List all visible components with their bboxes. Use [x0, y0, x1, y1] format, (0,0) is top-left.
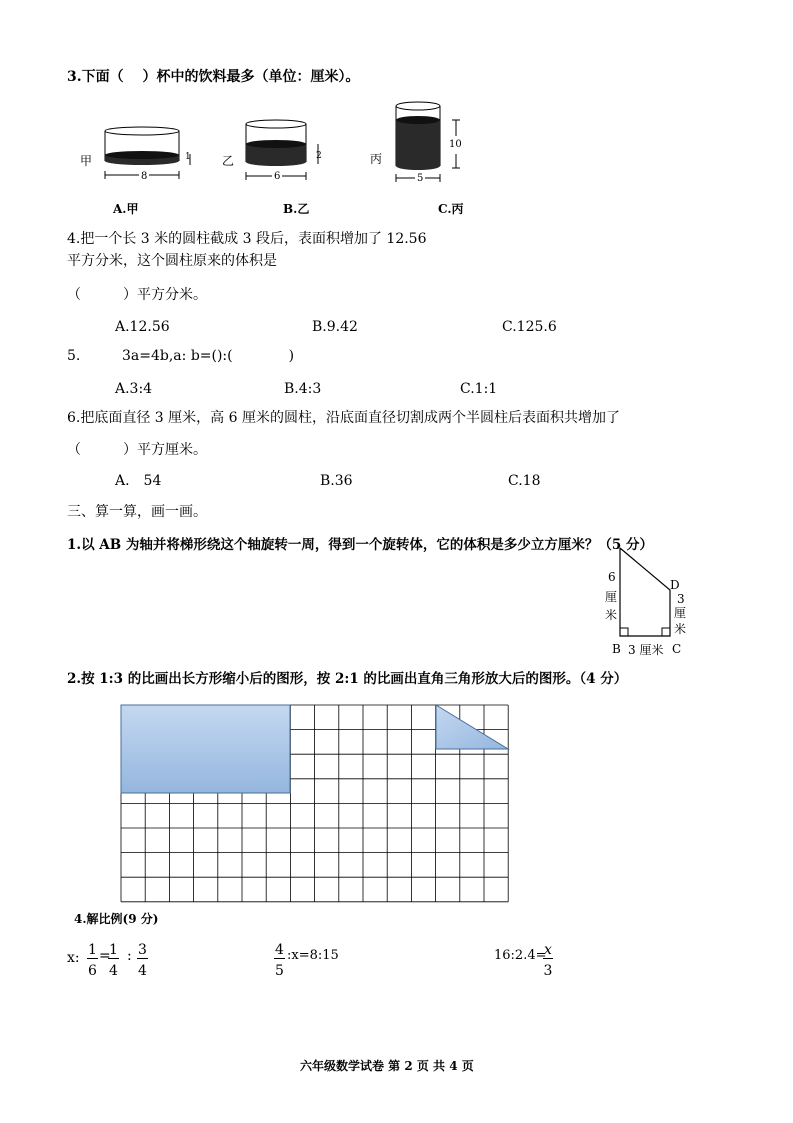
rectangle-shape: [121, 705, 290, 793]
trap-left-c2: 米: [605, 608, 618, 622]
cup-a-width: 8: [139, 168, 149, 186]
q6-option-c[interactable]: C.18: [508, 473, 541, 489]
q5-number: 5.: [67, 348, 81, 364]
drawing-grid[interactable]: [121, 705, 511, 905]
cup-b-width: 6: [272, 168, 282, 186]
cup-b-label: 乙: [222, 154, 235, 168]
q6-stem-line2: （ ）平方厘米。: [67, 442, 207, 458]
page-footer: 六年级数学试卷 第 2 页 共 4 页: [300, 1059, 474, 1073]
trap-left-num: 6: [608, 570, 616, 584]
eq1-prefix: x:: [67, 950, 80, 966]
cup-a-label: 甲: [80, 154, 93, 168]
trap-right-c1: 厘: [674, 606, 687, 620]
trapezoid-figure: [618, 548, 678, 648]
eq1-frac-c-den: 4: [138, 963, 147, 979]
trap-label-b: B: [612, 642, 621, 656]
eq1-frac-c-num: 3: [138, 942, 147, 958]
cup-c-label: 丙: [370, 152, 383, 166]
s3-q4-title: 4.解比例(9 分): [74, 912, 159, 926]
eq1-frac-b-den: 4: [109, 963, 118, 979]
cup-c-figure: [390, 100, 480, 185]
q4-option-b[interactable]: B.9.42: [312, 319, 358, 335]
eq3-frac-a-den: 3: [543, 963, 553, 979]
trap-right-c2: 米: [674, 622, 687, 636]
q6-option-a[interactable]: A. 54: [115, 473, 162, 489]
q3-stem: 3.下面（ ）杯中的饮料最多（单位：厘米）。: [67, 69, 360, 85]
eq1-equals: =: [99, 948, 111, 964]
q5-option-a[interactable]: A.3:4: [115, 381, 153, 397]
right-triangle-shape: [436, 705, 508, 749]
eq2-frac-a-den: 5: [275, 963, 284, 979]
section3-title: 三、算一算，画一画。: [67, 504, 207, 520]
eq1-frac-a-den: 6: [88, 963, 97, 979]
eq2-frac-a: [274, 942, 285, 979]
eq1-frac-c: [137, 942, 148, 979]
s3-q2-stem: 2.按 1:3 的比画出长方形缩小后的图形，按 2:1 的比画出直角三角形放大后的图形。（4 分）: [67, 671, 628, 687]
q4-option-c[interactable]: C.125.6: [502, 319, 557, 335]
q6-stem-line1: 6.把底面直径 3 厘米，高 6 厘米的圆柱，沿底面直径切割成两个半圆柱后表面积共增加了: [67, 410, 620, 426]
q4-option-a[interactable]: A.12.56: [115, 319, 170, 335]
q4-stem-line1: 4.把一个长 3 米的圆柱截成 3 段后，表面积增加了 12.56: [67, 231, 427, 247]
trap-right-num: 3: [677, 592, 685, 606]
eq1-frac-b: [108, 942, 119, 979]
eq1-frac-a-num: 1: [88, 942, 97, 958]
q5-stem: 3a=4b,a: b=():( ): [122, 348, 295, 364]
trap-label-c: C: [672, 642, 682, 656]
eq1-frac-b-num: 1: [109, 942, 118, 958]
eq1-frac-a: [87, 942, 98, 979]
q5-option-b[interactable]: B.4:3: [284, 381, 322, 397]
cup-a-height: 1: [185, 152, 191, 162]
q3-option-b[interactable]: B.乙: [283, 202, 310, 216]
q3-option-c[interactable]: C.丙: [438, 202, 464, 216]
cup-b-height: 2: [316, 151, 322, 161]
trap-label-d: D: [670, 578, 680, 592]
q5-option-c[interactable]: C.1:1: [460, 381, 498, 397]
q4-stem-line2: 平方分米，这个圆柱原来的体积是: [67, 253, 277, 269]
cup-c-width: 5: [415, 170, 425, 188]
q4-stem-line3: （ ）平方分米。: [67, 287, 207, 303]
eq2-rest: :x=8:15: [287, 948, 339, 963]
eq3-frac-a: [543, 942, 553, 979]
trap-bottom-len: 3 厘米: [628, 643, 664, 657]
eq2-frac-a-num: 4: [275, 942, 284, 958]
q6-option-b[interactable]: B.36: [320, 473, 353, 489]
eq1-colon: :: [127, 948, 132, 964]
eq3-frac-a-num: x: [544, 942, 552, 958]
s3-q1-stem: 1.以 AB 为轴并将梯形绕这个轴旋转一周，得到一个旋转体，它的体积是多少立方厘米？（5 分）: [67, 537, 653, 553]
q3-option-a[interactable]: A.甲: [113, 202, 139, 216]
cup-c-height: 10: [449, 136, 462, 154]
trap-left-c1: 厘: [605, 590, 618, 604]
eq3-prefix: 16:2.4=: [494, 948, 547, 963]
